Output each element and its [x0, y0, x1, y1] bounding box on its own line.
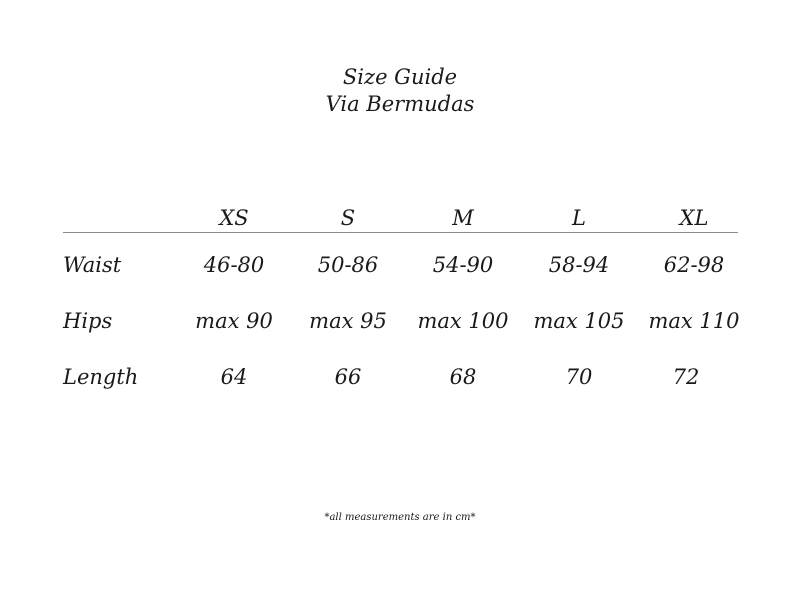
waist-l: 58-94: [548, 253, 610, 277]
size-header-l: L: [572, 206, 586, 230]
hips-m: max 100: [417, 309, 509, 333]
waist-xl: 62-98: [663, 253, 725, 277]
length-s: 66: [334, 365, 362, 389]
waist-xs: 46-80: [203, 253, 265, 277]
row-label-hips: Hips: [63, 309, 113, 333]
size-guide-subtitle: Via Bermudas: [325, 92, 475, 116]
measurements-footnote: *all measurements are in cm*: [324, 512, 476, 523]
size-header-m: M: [452, 206, 474, 230]
waist-s: 50-86: [317, 253, 379, 277]
length-xl: 72: [672, 365, 700, 389]
length-l: 70: [565, 365, 593, 389]
size-header-xs: XS: [219, 206, 249, 230]
size-header-s: S: [340, 206, 356, 230]
row-label-length: Length: [63, 365, 139, 389]
size-guide-title: Size Guide: [342, 65, 458, 89]
row-label-waist: Waist: [63, 253, 122, 277]
hips-l: max 105: [533, 309, 625, 333]
length-m: 68: [449, 365, 477, 389]
hips-s: max 95: [309, 309, 387, 333]
size-header-xl: XL: [679, 206, 709, 230]
hips-xl: max 110: [648, 309, 740, 333]
header-divider: [63, 232, 738, 233]
length-xs: 64: [220, 365, 248, 389]
waist-m: 54-90: [432, 253, 494, 277]
hips-xs: max 90: [195, 309, 273, 333]
